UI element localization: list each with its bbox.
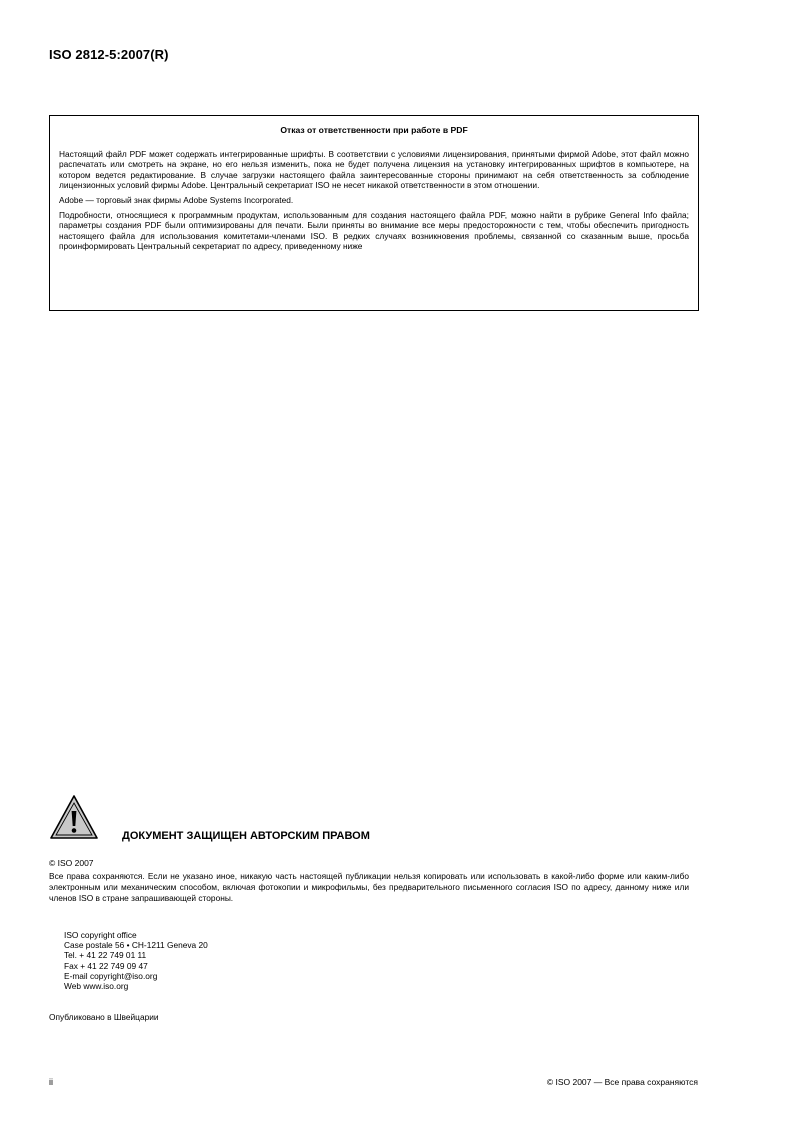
disclaimer-title: Отказ от ответственности при работе в PDF — [280, 125, 468, 135]
rights-statement: Все права сохраняются. Если не указано иное, никакую часть настоящей публикации нельзя копировать или использовать в какой-либо форме или каким-либо электронным или механическим способом, включая фотокопии и микрофильмы, без предварительного письменного согласия ISO по адресу, данному ниже или членов ISO в стране запрашивающей стороны. — [49, 871, 689, 904]
copyright-notice: © ISO 2007 — [49, 858, 94, 868]
copyright-heading: ДОКУМЕНТ ЗАЩИЩЕН АВТОРСКИМ ПРАВОМ — [122, 830, 370, 842]
address-block — [64, 930, 208, 991]
address-line: Web www.iso.org — [64, 981, 129, 992]
disclaimer-paragraph-fonts: Настоящий файл PDF может содержать интегрированные шрифты. В соответствии с условиями лицензирования, принятыми фирмой Adobe, этот файл можно распечатать или смотреть на экране, но его нельзя изменить, пока не будет получена лицензия на установку интегрированных шрифтов в компьютере, на котором ведется редактирование. В случае загрузки настоящего файла заинтересованные стороны принимают на себя ответственность за соблюдение лицензионных условий фирмы Adobe. Центральный секретариат ISO не несет никакой ответственности в этом отношении. — [59, 149, 689, 190]
published-in: Опубликовано в Швейцарии — [49, 1012, 159, 1022]
disclaimer-paragraph-trademark: Adobe — торговый знак фирмы Adobe Systems Incorporated. — [59, 195, 294, 206]
page-number: ii — [49, 1077, 53, 1087]
footer-copyright: © ISO 2007 — Все права сохраняются — [546, 1077, 698, 1087]
document-title: ISO 2812-5:2007(R) — [49, 47, 169, 62]
address-line: Case postale 56 • CH-1211 Geneva 20 — [64, 940, 208, 951]
pdf-disclaimer-box — [49, 115, 699, 311]
address-line: ISO copyright office — [64, 930, 137, 940]
address-line: Fax + 41 22 749 09 47 — [64, 960, 148, 971]
address-line: Tel. + 41 22 749 01 11 — [64, 950, 147, 961]
disclaimer-paragraph-details: Подробности, относящиеся к программным продуктам, использованным для создания настоящего файла PDF, можно найти в рубрике General Info файла; параметры создания PDF были оптимизированы для печати. Были приняты во внимание все меры предосторожности с тем, чтобы обеспечить пригодность настоящего файла для использования комитетами-членами ISO. В редких случаях возникновения проблемы, связанной со сказанным выше, просьба проинформировать Центральный секретариат по адресу, приведенному ниже — [59, 210, 689, 251]
address-line: E-mail copyright@iso.org — [64, 970, 158, 981]
warning-triangle-icon — [49, 794, 99, 840]
